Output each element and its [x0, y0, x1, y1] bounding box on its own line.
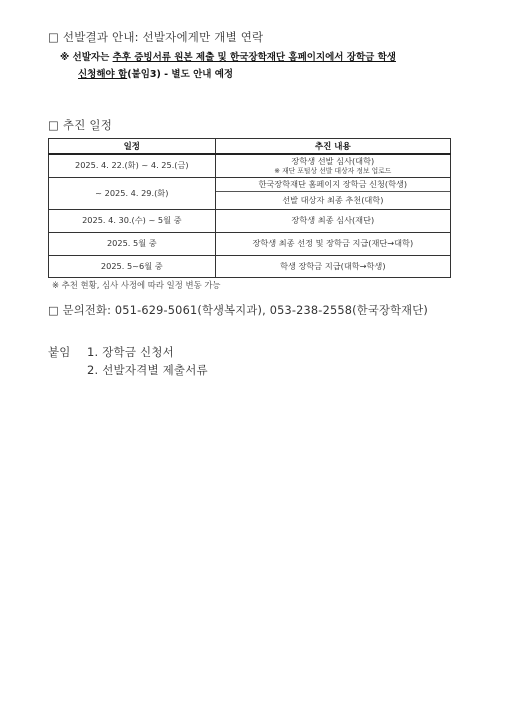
- row-date: ~ 2025. 4. 29.(화): [49, 177, 216, 209]
- note-line2-underlined: 신청해야 함: [78, 69, 128, 80]
- table-row: [49, 232, 451, 255]
- row-date: 2025. 4. 30.(수) ~ 5월 중: [49, 209, 216, 232]
- note-prefix: ※ 선발자는: [60, 52, 113, 63]
- row-content-second: 선발 대상자 최종 추천(대학): [216, 191, 450, 208]
- result-notice: □ 선발결과 안내: 선발자에게만 개별 연락: [48, 30, 264, 44]
- attachment-item-2: 2. 선발자격별 제출서류: [87, 363, 208, 377]
- note-underlined: 추후 증빙서류 원본 제출 및 한국장학재단 홈페이지에서 장학금 학생: [112, 52, 396, 63]
- row-content: [215, 177, 450, 209]
- attachment-item-1: 1. 장학금 신청서: [87, 345, 174, 359]
- schedule-table: [48, 138, 451, 278]
- attachment-label: 붙임: [48, 345, 71, 359]
- row-content-main: 한국장학재단 홈페이지 장학금 신청(학생): [258, 179, 408, 189]
- table-header-row: [49, 139, 451, 155]
- row-content: 장학생 최종 선정 및 장학금 지급(재단→대학): [215, 232, 450, 255]
- schedule-heading: □ 추진 일정: [48, 118, 113, 132]
- table-row: [49, 255, 451, 277]
- schedule-footnote: ※ 추천 현황, 심사 사정에 따라 일정 변동 가능: [52, 280, 221, 290]
- row-content: 장학생 최종 심사(재단): [215, 209, 450, 232]
- header-content: 추진 내용: [215, 139, 450, 155]
- table-row: [49, 154, 451, 177]
- note-line-2: [78, 66, 233, 80]
- row-date: 2025. 4. 22.(화) ~ 4. 25.(금): [49, 154, 216, 177]
- note-line-1: [60, 49, 396, 63]
- row-date: 2025. 5월 중: [49, 232, 216, 255]
- row-date: 2025. 5~6월 중: [49, 255, 216, 277]
- row-content: 학생 장학금 지급(대학→학생): [215, 255, 450, 277]
- header-date: 일정: [49, 139, 216, 155]
- row-content-sub: ※ 재단 포털상 선발 대상자 정보 업로드: [274, 166, 392, 175]
- table-row: [49, 177, 451, 209]
- contact-info: □ 문의전화: 051-629-5061(학생복지과), 053-238-2558(한국장학재단): [48, 304, 429, 317]
- row-content-main: 장학생 선발 심사(대학): [291, 155, 375, 166]
- row-content: [215, 154, 450, 177]
- note-line2-rest: (붙임3) - 별도 안내 예정: [127, 69, 234, 80]
- table-row: [49, 209, 451, 232]
